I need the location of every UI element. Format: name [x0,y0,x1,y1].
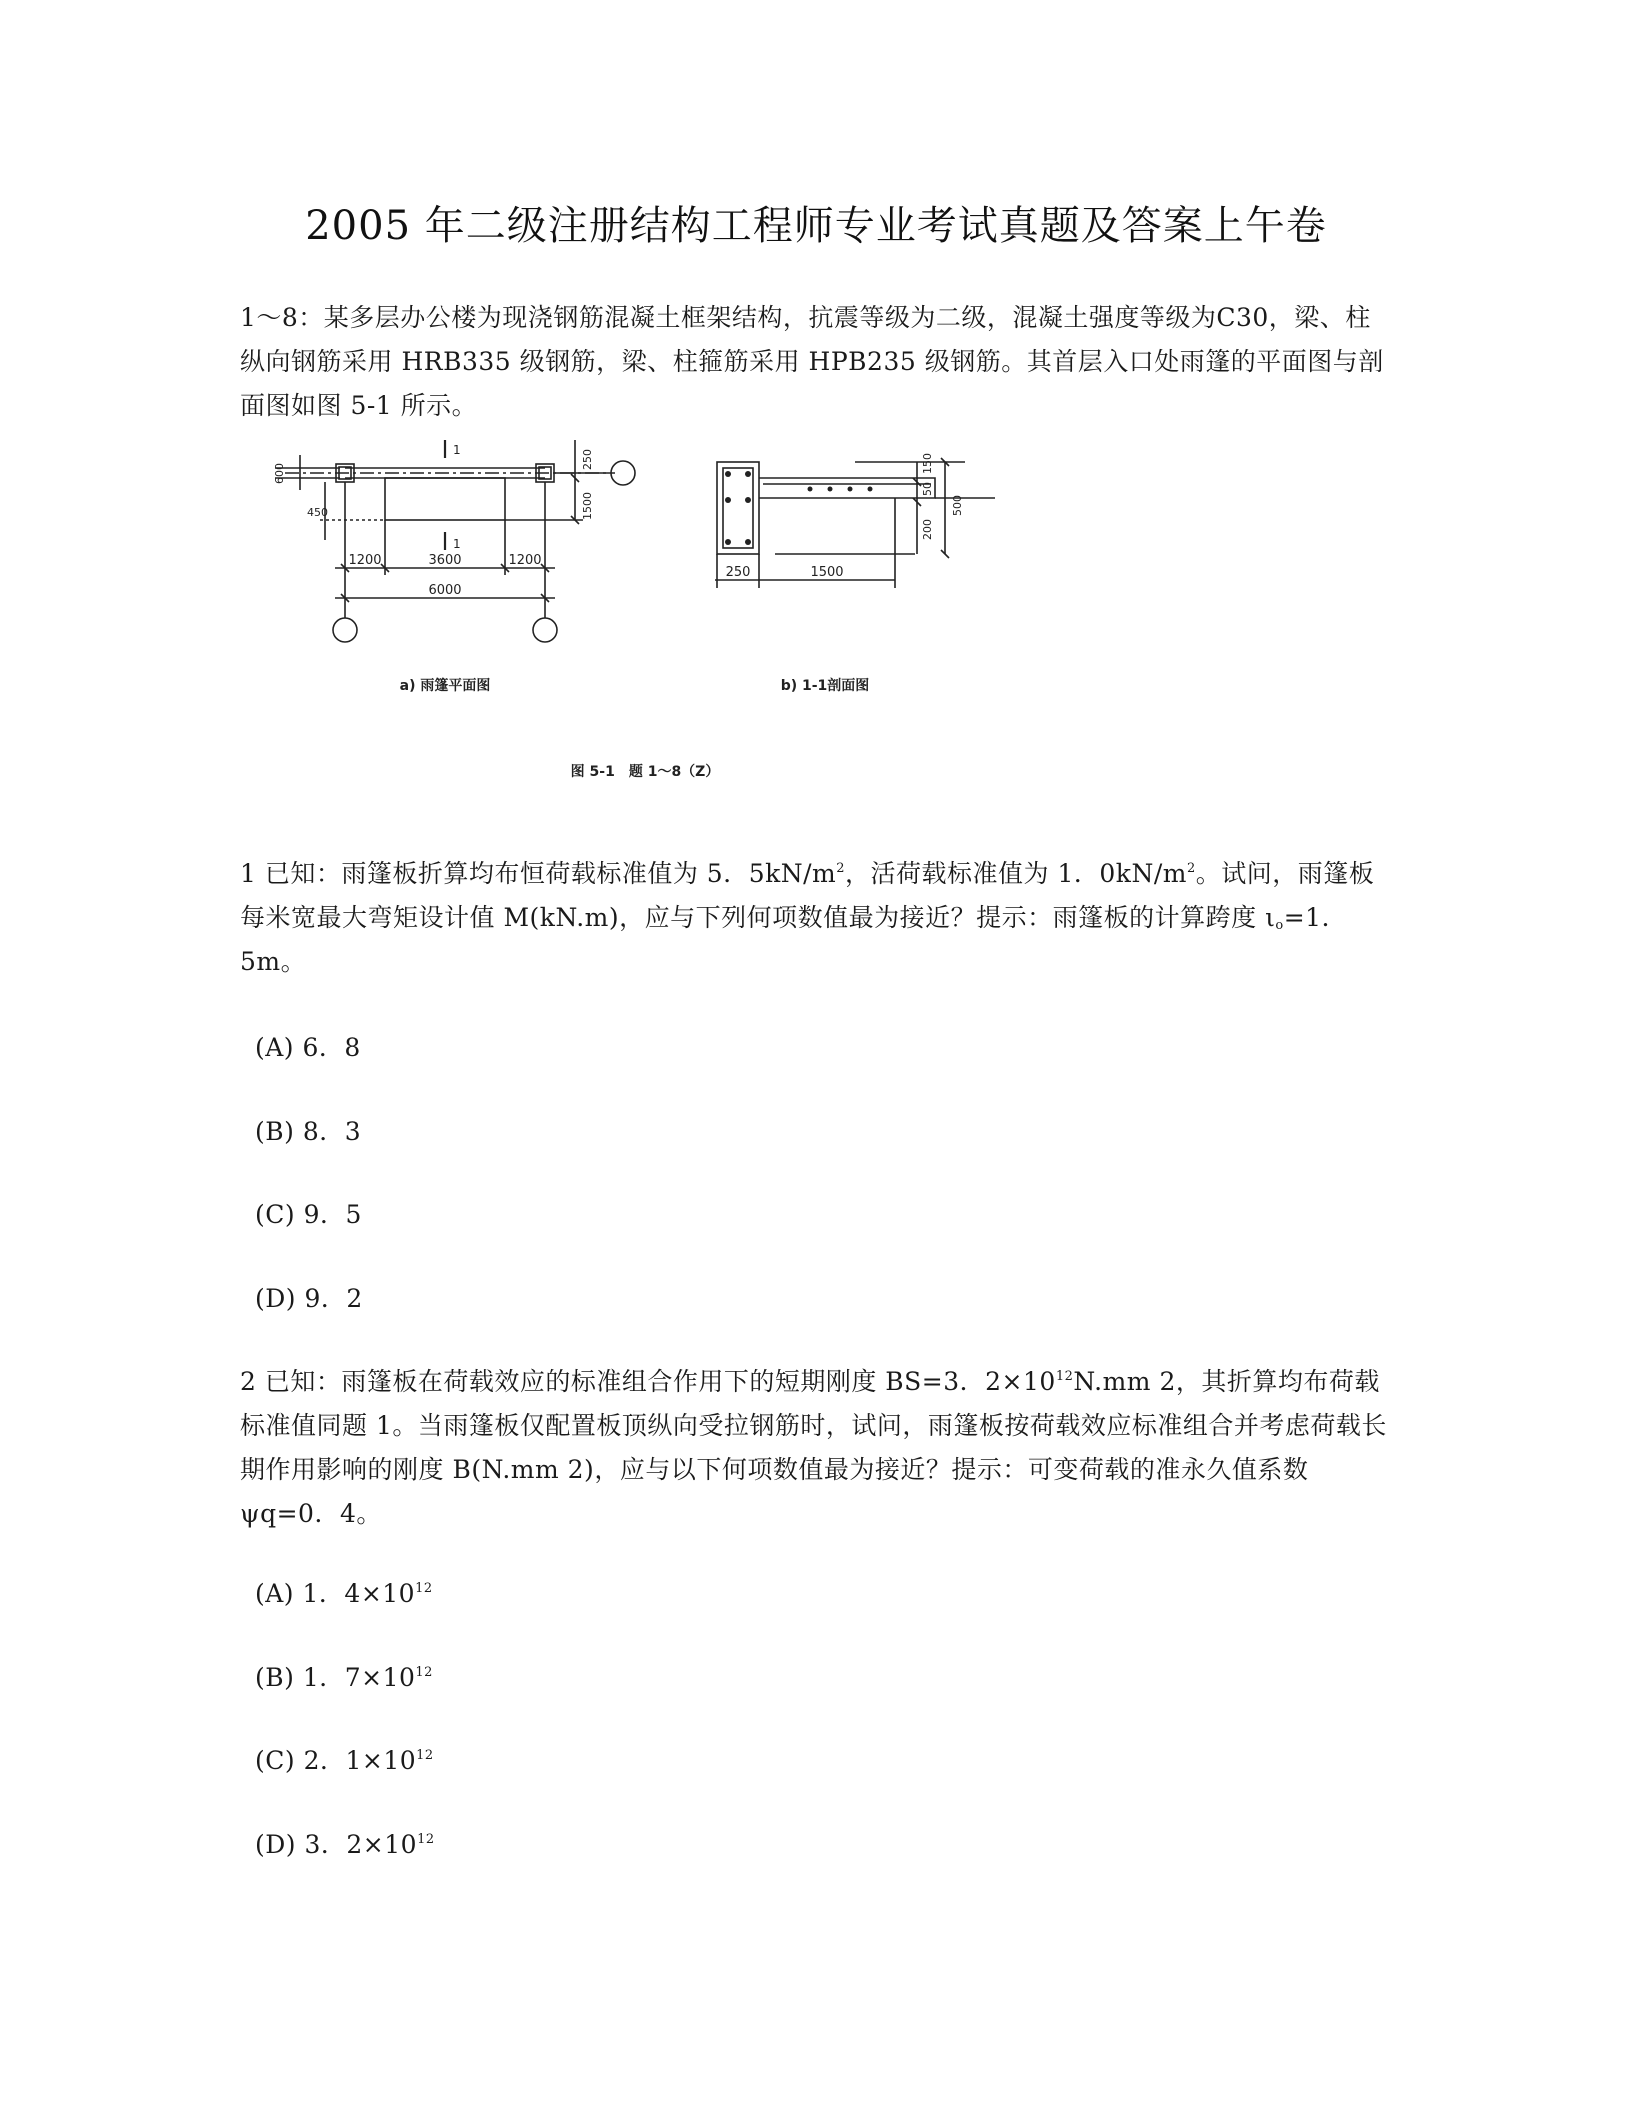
plan-canopy-slab [385,478,505,520]
section-mark-top: 1 [453,443,461,457]
q2-option-b: (B) 1．$7\times 10^{12}$ [255,1663,433,1692]
section-mark-bottom: 1 [453,537,461,551]
q2-option-a: (A) 1．$4\times 10^{12}$ [255,1579,433,1608]
q1-option-c: (C) 9．5 [255,1200,362,1229]
dim-200: 200 [921,519,934,540]
q1-option-b: (B) 8．3 [255,1117,362,1146]
dim-1200-left: 1200 [348,553,382,568]
question-1-text: 1 已知：雨篷板折算均布恒荷载标准值为 5．$5kN/m^2$，活荷载标准值为 1．$0kN/m^2$。试问，雨篷板每米宽最大弯矩设计值 M(kN.m)，应与下列何项数值最为接近？提示：雨篷板的计算跨度 $\iota_o=1$．5m。 [240,859,1375,976]
dim-6000: 6000 [428,583,462,598]
dim-600: 600 [273,463,286,484]
dim-3600: 3600 [428,553,462,568]
dim-50: 50 [921,482,934,496]
dim-500: 500 [951,495,964,516]
dim-250: 250 [581,449,594,470]
dim-1200-right: 1200 [508,553,542,568]
dim-250-section: 250 [725,565,751,580]
dim-150: 150 [921,453,934,474]
dim-1500-section: 1500 [810,565,844,580]
axis-circle-bottom-left [333,618,357,642]
figure-5-1 [255,440,1035,800]
q2-option-c: (C) 2．$1\times 10^{12}$ [255,1746,434,1775]
q1-option-d: (D) 9．2 [255,1284,363,1313]
plan-caption: a) 雨篷平面图 [399,678,491,694]
dim-450: 450 [307,506,328,519]
page-title: 2005 年二级注册结构工程师专业考试真题及答案上午卷 [305,203,1327,249]
axis-circle-bottom-right [533,618,557,642]
problem-intro: 1～8：某多层办公楼为现浇钢筋混凝土框架结构，抗震等级为二级，混凝土强度等级为C30，梁、柱纵向钢筋采用 HRB335 级钢筋，梁、柱箍筋采用 HPB235 级钢筋。其首层入口处雨篷的平面图与剖面图如图 5-1 所示。 [240,303,1384,420]
dim-1500-plan: 1500 [581,492,594,520]
q2-option-d: (D) 3．$2\times 10^{12}$ [255,1830,435,1859]
q1-option-a: (A) 6．8 [255,1033,361,1062]
question-2-text: 2 已知：雨篷板在荷载效应的标准组合作用下的短期刚度 BS=3．$2\times 10^{12}N.mm$ 2，其折算均布荷载标准值同题 1。当雨篷板仅配置板顶纵向受拉钢筋时，试问，雨篷板按荷载效应标准组合并考虑荷载长期作用影响的刚度 B(N.mm 2)，应与以下何项数值最为接近？提示：可变荷载的准永久值系数 ψq=0．4。 [240,1367,1387,1528]
figure-caption: 图 5-1 题 1～8（Z） [570,764,720,780]
section-caption: b) 1-1剖面图 [780,678,870,694]
